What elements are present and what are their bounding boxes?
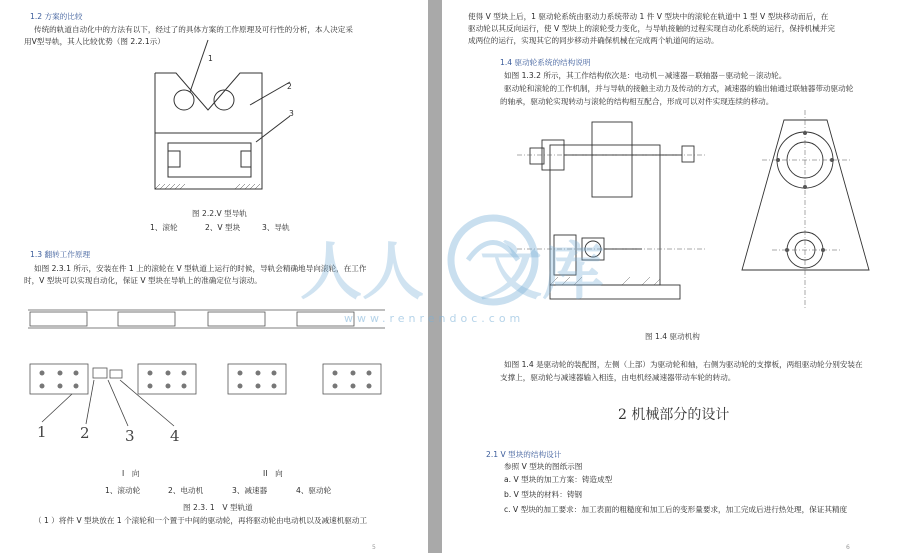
fig1-callout-3: 3 [289, 109, 294, 118]
right-page-number: 6 [846, 544, 850, 551]
fig1-callout-2: 2 [287, 82, 292, 91]
fig2-view-label-1: I 向 [122, 469, 140, 478]
paragraph-1-line1: 使得 V 型块上后，1 驱动轮系统由驱动力系统带动 1 件 V 型块中的滚轮在轨道中 1 型 V 型块移动而后，在 [468, 12, 829, 21]
watermark-text-right: 文库 [480, 235, 605, 308]
fig2-callout-4: 4 [170, 427, 180, 445]
fig2-callout-3: 3 [125, 427, 135, 445]
section-1-4-line1: 如图 1.3.2 所示，其工作结构依次是：电动机－减速器－联轴器－驱动轮－滚动轮。 [504, 71, 787, 80]
fig2-legend-item-1: 1、滚动轮 [105, 486, 141, 495]
right-document-page [442, 0, 900, 553]
section-2-1-heading: 2.1 V 型块的结构设计 [486, 450, 562, 459]
fig2-legend-item-3: 3、减速器 [232, 486, 268, 495]
roller-left [174, 90, 194, 110]
v-block-figure [0, 0, 428, 220]
chapter-2-title: 2 机械部分的设计 [618, 407, 730, 423]
section-1-4-line2: 驱动轮和滚轮的工作机制，并与导轨的接触主动力及传动的方式，减速器的输出轴通过联轴器带动驱动轮 [504, 84, 854, 93]
motor-block [93, 368, 107, 378]
fig1-legend-item-1: 1、滚轮 [150, 223, 178, 232]
drive-wheel [592, 122, 632, 197]
fig2-view-label-2: II 向 [263, 469, 283, 478]
guide-rail-outer [155, 133, 262, 189]
drive-mechanism-figure [442, 110, 900, 330]
paragraph-1-line2: 驱动轮以其反向运行，使 V 型块上的滚轮受力变化，与导轨接触的过程实现自动化系统的运行，保持机械并完 [468, 24, 835, 33]
left-bottom-line: （ 1 ）将件 V 型块放在 1 个滚轮和一个置于中间的驱动轮，再将驱动轮由电动机以及减速机驱动工 [34, 516, 368, 525]
paragraph-1-line3: 成两位的运行，实现其它的同步移动并确保机械在完成两个轨道间的运动。 [468, 36, 719, 45]
fig2-callout-1: 1 [37, 423, 47, 441]
section-2-1-line2: a. V 型块的加工方案：铸造成型 [504, 475, 613, 484]
fig1-legend-item-3: 3、导轨 [262, 223, 290, 232]
fig1-legend-item-2: 2、V 型块 [205, 223, 241, 232]
section-1-2-paragraph-line1: 传统的轨道自动化中的方法有以下，经过了的具体方案的工作原理及可行性的分析，本人决定采 [34, 25, 353, 34]
section-1-3-paragraph-line2: 时，V 型块可以实现自动化，保证 V 型块在导轨上的准确定位与滚动。 [24, 276, 262, 285]
section-1-3-paragraph-line1: 如图 2.3.1 所示，安装在件 1 上的滚轮在 V 型轨道上运行的时候，导轨会精确地导向滚轮，在工作 [34, 264, 367, 273]
left-page-number: 5 [372, 544, 376, 551]
section-2-1-line1: 参照 V 型块的图纸示图 [504, 462, 583, 471]
fig3-caption: 图 1.4 驱动机构 [645, 332, 700, 341]
fig2-legend-item-4: 4、驱动轮 [296, 486, 332, 495]
paragraph-2-line1: 如图 1.4 是驱动轮的装配图，左侧（上部）为驱动轮和轴，右侧为驱动轮的支撑板，两组驱动轮分别安装在 [504, 360, 863, 369]
base-plate [550, 285, 680, 299]
v-block-outline [155, 73, 262, 133]
fig1-callout-1: 1 [208, 54, 213, 63]
leader-line-1 [190, 40, 208, 92]
section-1-4-heading: 1.4 驱动轮系统的结构说明 [500, 58, 591, 67]
frame-outline [550, 145, 660, 285]
support-plate-outline [742, 120, 869, 270]
fig2-callout-2: 2 [80, 424, 90, 442]
fig2-legend-item-2: 2、电动机 [168, 486, 204, 495]
reducer-block [110, 370, 122, 378]
watermark-url: www.renrendoc.com [344, 312, 525, 325]
fig1-caption: 图 2.2.V 型导轨 [192, 209, 247, 218]
paragraph-2-line2: 支撑上，驱动轮与减速器输入相连，由电机经减速器带动车轮的转动。 [500, 373, 736, 382]
section-1-2-paragraph-line2: 用V型导轨，其人比较优势（图 2.2.1示） [24, 37, 165, 46]
leader-line-2 [250, 82, 290, 105]
section-1-3-heading: 1.3 翻转工作原理 [30, 250, 91, 259]
leader-line-3 [256, 116, 290, 142]
section-1-4-line3: 的轴承，驱动轮实现转动与滚轮的结构相互配合，形成可以对件实现连续的移动。 [500, 97, 774, 106]
watermark-text-left: 人人 [300, 235, 425, 308]
left-document-page [0, 0, 428, 553]
section-1-2-heading: 1.2 方案的比较 [30, 12, 83, 21]
fig2-caption: 图 2.3. 1 V 型轨道 [183, 503, 253, 512]
section-2-1-line4: c. V 型块的加工要求：加工表面的粗糙度和加工后的变形量要求，加工完成后进行热处理，保证其精度 [504, 505, 848, 514]
v-rail-figure [0, 290, 428, 490]
section-2-1-line3: b. V 型块的材料：铸钢 [504, 490, 583, 499]
